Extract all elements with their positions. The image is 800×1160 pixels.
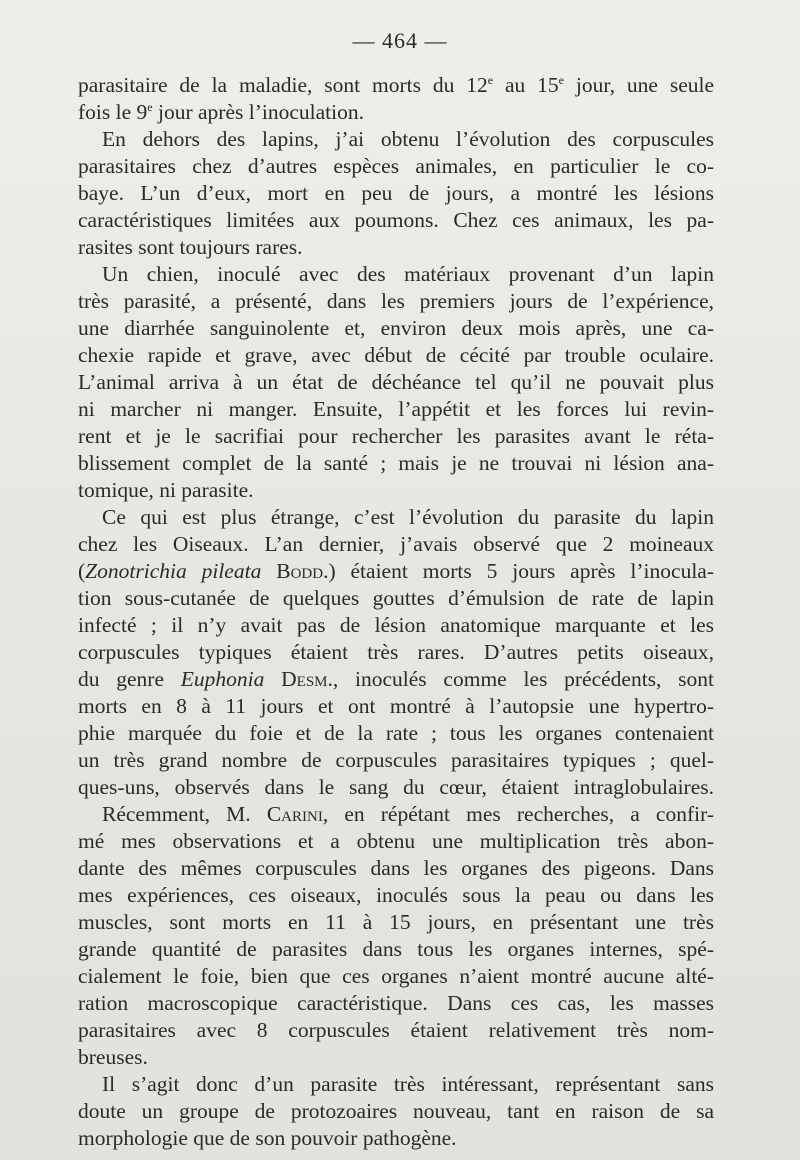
text-line: Il s’agit donc d’un parasite très intéressant, représentant sans [102,1072,714,1096]
text-line: muscles, sont morts en 11 à 15 jours, en présentant une très [78,910,714,934]
text-line: breuses. [78,1045,148,1069]
text-line: doute un groupe de protozoaires nouveau, tant en raison de sa [78,1099,714,1123]
text-line: parasitaire de la maladie, sont morts du 12e au 15e jour, une seule [78,73,714,97]
text-line: En dehors des lapins, j’ai obtenu l’évolution des corpuscules [102,127,714,151]
page-number: — 464 — [352,28,448,53]
text-line: Récemment, M. Carini, en répétant mes recherches, a confir- [102,802,714,826]
text-line: mes expériences, ces oiseaux, inoculés sous la peau ou dans les [78,883,714,907]
text-line: rent et je le sacrifiai pour rechercher les parasites avant le réta- [78,424,714,448]
text-line: morphologie que de son pouvoir pathogène. [78,1126,457,1150]
text-line: rasites sont toujours rares. [78,235,303,259]
text-line: (Zonotrichia pileata Bodd.) étaient morts 5 jours après l’inocula- [78,559,714,583]
text-line: caractéristiques limitées aux poumons. Chez ces animaux, les pa- [78,208,714,232]
text-line: cialement le foie, bien que ces organes n’aient montré aucune alté- [78,964,714,988]
text-line: du genre Euphonia Desm., inoculés comme les précédents, sont [78,667,715,691]
text-line: un très grand nombre de corpuscules parasitaires typiques ; quel- [78,748,714,772]
text-line: ques-uns, observés dans le sang du cœur, étaient intraglobulaires. [78,775,714,799]
text-line: tomique, ni parasite. [78,478,254,502]
text-line: infecté ; il n’y avait pas de lésion anatomique marquante et les [78,613,714,637]
text-line: très parasité, a présenté, dans les premiers jours de l’expérience, [78,289,714,313]
text-line: Un chien, inoculé avec des matériaux provenant d’un lapin [102,262,714,286]
text-line: mé mes observations et a obtenu une multiplication très abon- [78,829,714,853]
text-line: L’animal arriva à un état de déchéance tel qu’il ne pouvait plus [78,370,714,394]
text-line: baye. L’un d’eux, mort en peu de jours, a montré les lésions [78,181,714,205]
text-line: chexie rapide et grave, avec début de cécité par trouble oculaire. [78,343,714,367]
text-line: une diarrhée sanguinolente et, environ deux mois après, une ca- [78,316,714,340]
text-line: tion sous-cutanée de quelques gouttes d’émulsion de rate de lapin [78,586,714,610]
text-line: grande quantité de parasites dans tous les organes internes, spé- [78,937,714,961]
text-line: phie marquée du foie et de la rate ; tous les organes contenaient [78,721,714,745]
text-line: ration macroscopique caractéristique. Dans ces cas, les masses [78,991,714,1015]
body-text [78,72,714,1152]
text-line: parasitaires avec 8 corpuscules étaient relativement très nom- [78,1018,714,1042]
text-line: chez les Oiseaux. L’an dernier, j’avais observé que 2 moineaux [78,532,714,556]
text-line: morts en 8 à 11 jours et ont montré à l’autopsie une hypertro- [78,694,714,718]
text-line: blissement complet de la santé ; mais je ne trouvai ni lésion ana- [78,451,714,475]
text-line: Ce qui est plus étrange, c’est l’évolution du parasite du lapin [102,505,714,529]
text-line: ni marcher ni manger. Ensuite, l’appétit et les forces lui revin- [78,397,714,421]
text-line: parasitaires chez d’autres espèces animales, en particulier le co- [78,154,714,178]
text-line: fois le 9e jour après l’inoculation. [78,100,364,124]
text-line: corpuscules typiques étaient très rares. D’autres petits oiseaux, [78,640,714,664]
text-line: dante des mêmes corpuscules dans les organes des pigeons. Dans [78,856,714,880]
